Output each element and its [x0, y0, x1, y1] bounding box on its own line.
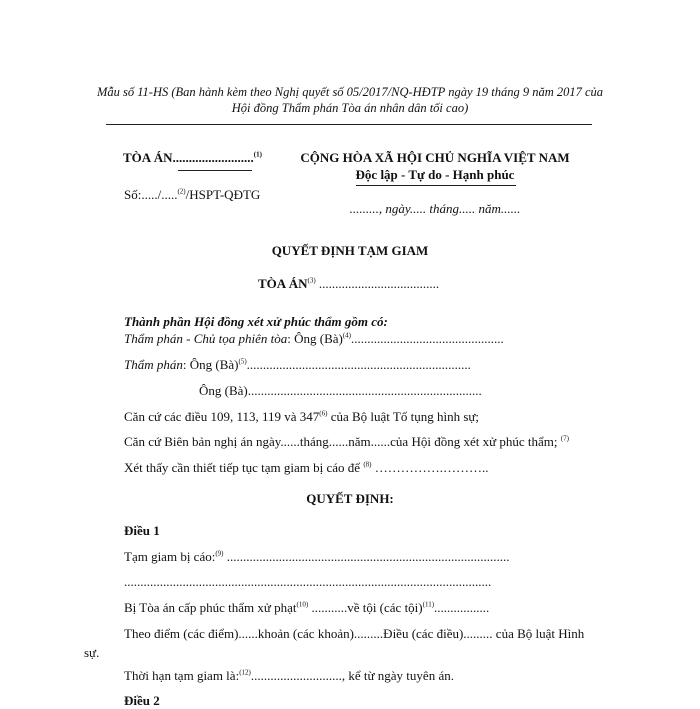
- presiding-judge-label: Thẩm phán - Chủ tọa phiên tòa: [124, 331, 288, 346]
- slogan-underline: [356, 185, 516, 186]
- document-title: QUYẾT ĐỊNH TẠM GIAM: [271, 243, 429, 258]
- form-reference-line1: Mẫu số 11-HS (Ban hành kèm theo Nghị quyết số 05/2017/NQ-HĐTP ngày 19 tháng 9 năm 2017 của: [96, 85, 604, 99]
- sentence-dots: .................: [434, 600, 490, 615]
- presiding-judge-dots: ...............................................: [351, 331, 504, 346]
- country-name: CỘNG HÒA XÃ HỘI CHỦ NGHĨA VIỆT NAM: [300, 150, 570, 165]
- necessity-dots: …………….………..: [374, 460, 489, 475]
- sentence-footnote-2: (11): [422, 600, 435, 609]
- judge-dots: .....................................................................: [246, 357, 471, 372]
- legal-basis-suffix: của Bộ luật Tố tụng hình sự;: [327, 409, 480, 424]
- detention-term-text: ............................, kể từ ngày tuyên án.: [250, 668, 454, 683]
- sentence-line: [124, 600, 489, 616]
- decision-number: [124, 187, 260, 203]
- article-1-title: Điều 1: [124, 523, 160, 538]
- detention-term-label: Thời hạn tạm giam là:: [124, 668, 240, 683]
- sentence-footnote-1: (10): [296, 600, 309, 609]
- panel-heading: Thành phần Hội đồng xét xử phúc thẩm gồm có:: [124, 314, 388, 329]
- legal-basis-line: [124, 409, 479, 425]
- judge-line: [124, 357, 471, 373]
- detention-term-line: [124, 668, 454, 684]
- minutes-basis-text: Căn cứ Biên bản nghị án ngày......tháng......năm......của Hội đồng xét xử phúc thẩm;: [124, 434, 558, 449]
- defendant-dots-line: .................................................................................................................: [124, 574, 492, 589]
- court-underline: [178, 170, 252, 171]
- detention-term-footnote: (12): [239, 668, 251, 677]
- decision-number-suffix: /HSPT-QĐTG: [185, 187, 261, 202]
- decision-number-prefix: Số:...../.....: [124, 187, 178, 202]
- necessity-text: Xét thấy cần thiết tiếp tục tạm giam bị cáo để: [124, 460, 361, 475]
- issuing-court-dots: .....................................: [315, 276, 440, 291]
- judge-value: : Ông (Bà): [182, 357, 239, 372]
- place-date: ........., ngày..... tháng..... năm......: [349, 201, 521, 216]
- decision-heading: QUYẾT ĐỊNH:: [306, 491, 394, 506]
- court-name-text: TÒA ÁN.........................: [123, 150, 254, 165]
- clause-line: Theo điểm (các điểm)......khoản (các khoản).........Điều (các điều)......... của Bộ luật Hình: [124, 626, 585, 641]
- legal-basis-text: Căn cứ các điều 109, 113, 119 và 347: [124, 409, 320, 424]
- detain-defendant-dots: .......................................................................................: [223, 549, 510, 564]
- judge-footnote: (5): [238, 357, 247, 366]
- issuing-court-label: TÒA ÁN: [258, 276, 308, 291]
- header-divider: [106, 124, 592, 125]
- clause-continuation: sự.: [84, 645, 100, 660]
- necessity-footnote: (8): [363, 460, 372, 469]
- form-reference-line2: Hội đồng Thẩm phán Tòa án nhân dân tối cao): [231, 101, 469, 115]
- necessity-line: [124, 460, 489, 476]
- decision-number-footnote: (2): [177, 187, 186, 196]
- sentence-crime: ...........về tội (các tội): [308, 600, 423, 615]
- sentence-label: Bị Tòa án cấp phúc thẩm xử phạt: [124, 600, 297, 615]
- court-name-footnote: (1): [253, 150, 262, 159]
- presiding-judge-footnote: (4): [342, 331, 352, 340]
- second-judge-line: Ông (Bà)........................................................................: [199, 383, 482, 398]
- court-name: [123, 150, 262, 166]
- presiding-judge-line: [124, 331, 504, 347]
- detain-defendant-footnote: (9): [215, 549, 224, 558]
- legal-basis-footnote: (6): [319, 409, 328, 418]
- issuing-court-footnote: (3): [307, 276, 316, 285]
- issuing-court: [258, 276, 439, 292]
- article-2-title: Điều 2: [124, 693, 160, 708]
- detain-defendant-line: [124, 549, 510, 565]
- minutes-basis-footnote: (7): [560, 434, 569, 443]
- minutes-basis-line: [124, 434, 569, 450]
- judge-label: Thẩm phán: [124, 357, 183, 372]
- detain-defendant-label: Tạm giam bị cáo:: [124, 549, 216, 564]
- national-slogan: Độc lập - Tự do - Hạnh phúc: [355, 167, 515, 182]
- presiding-judge-value: : Ông (Bà): [287, 331, 343, 346]
